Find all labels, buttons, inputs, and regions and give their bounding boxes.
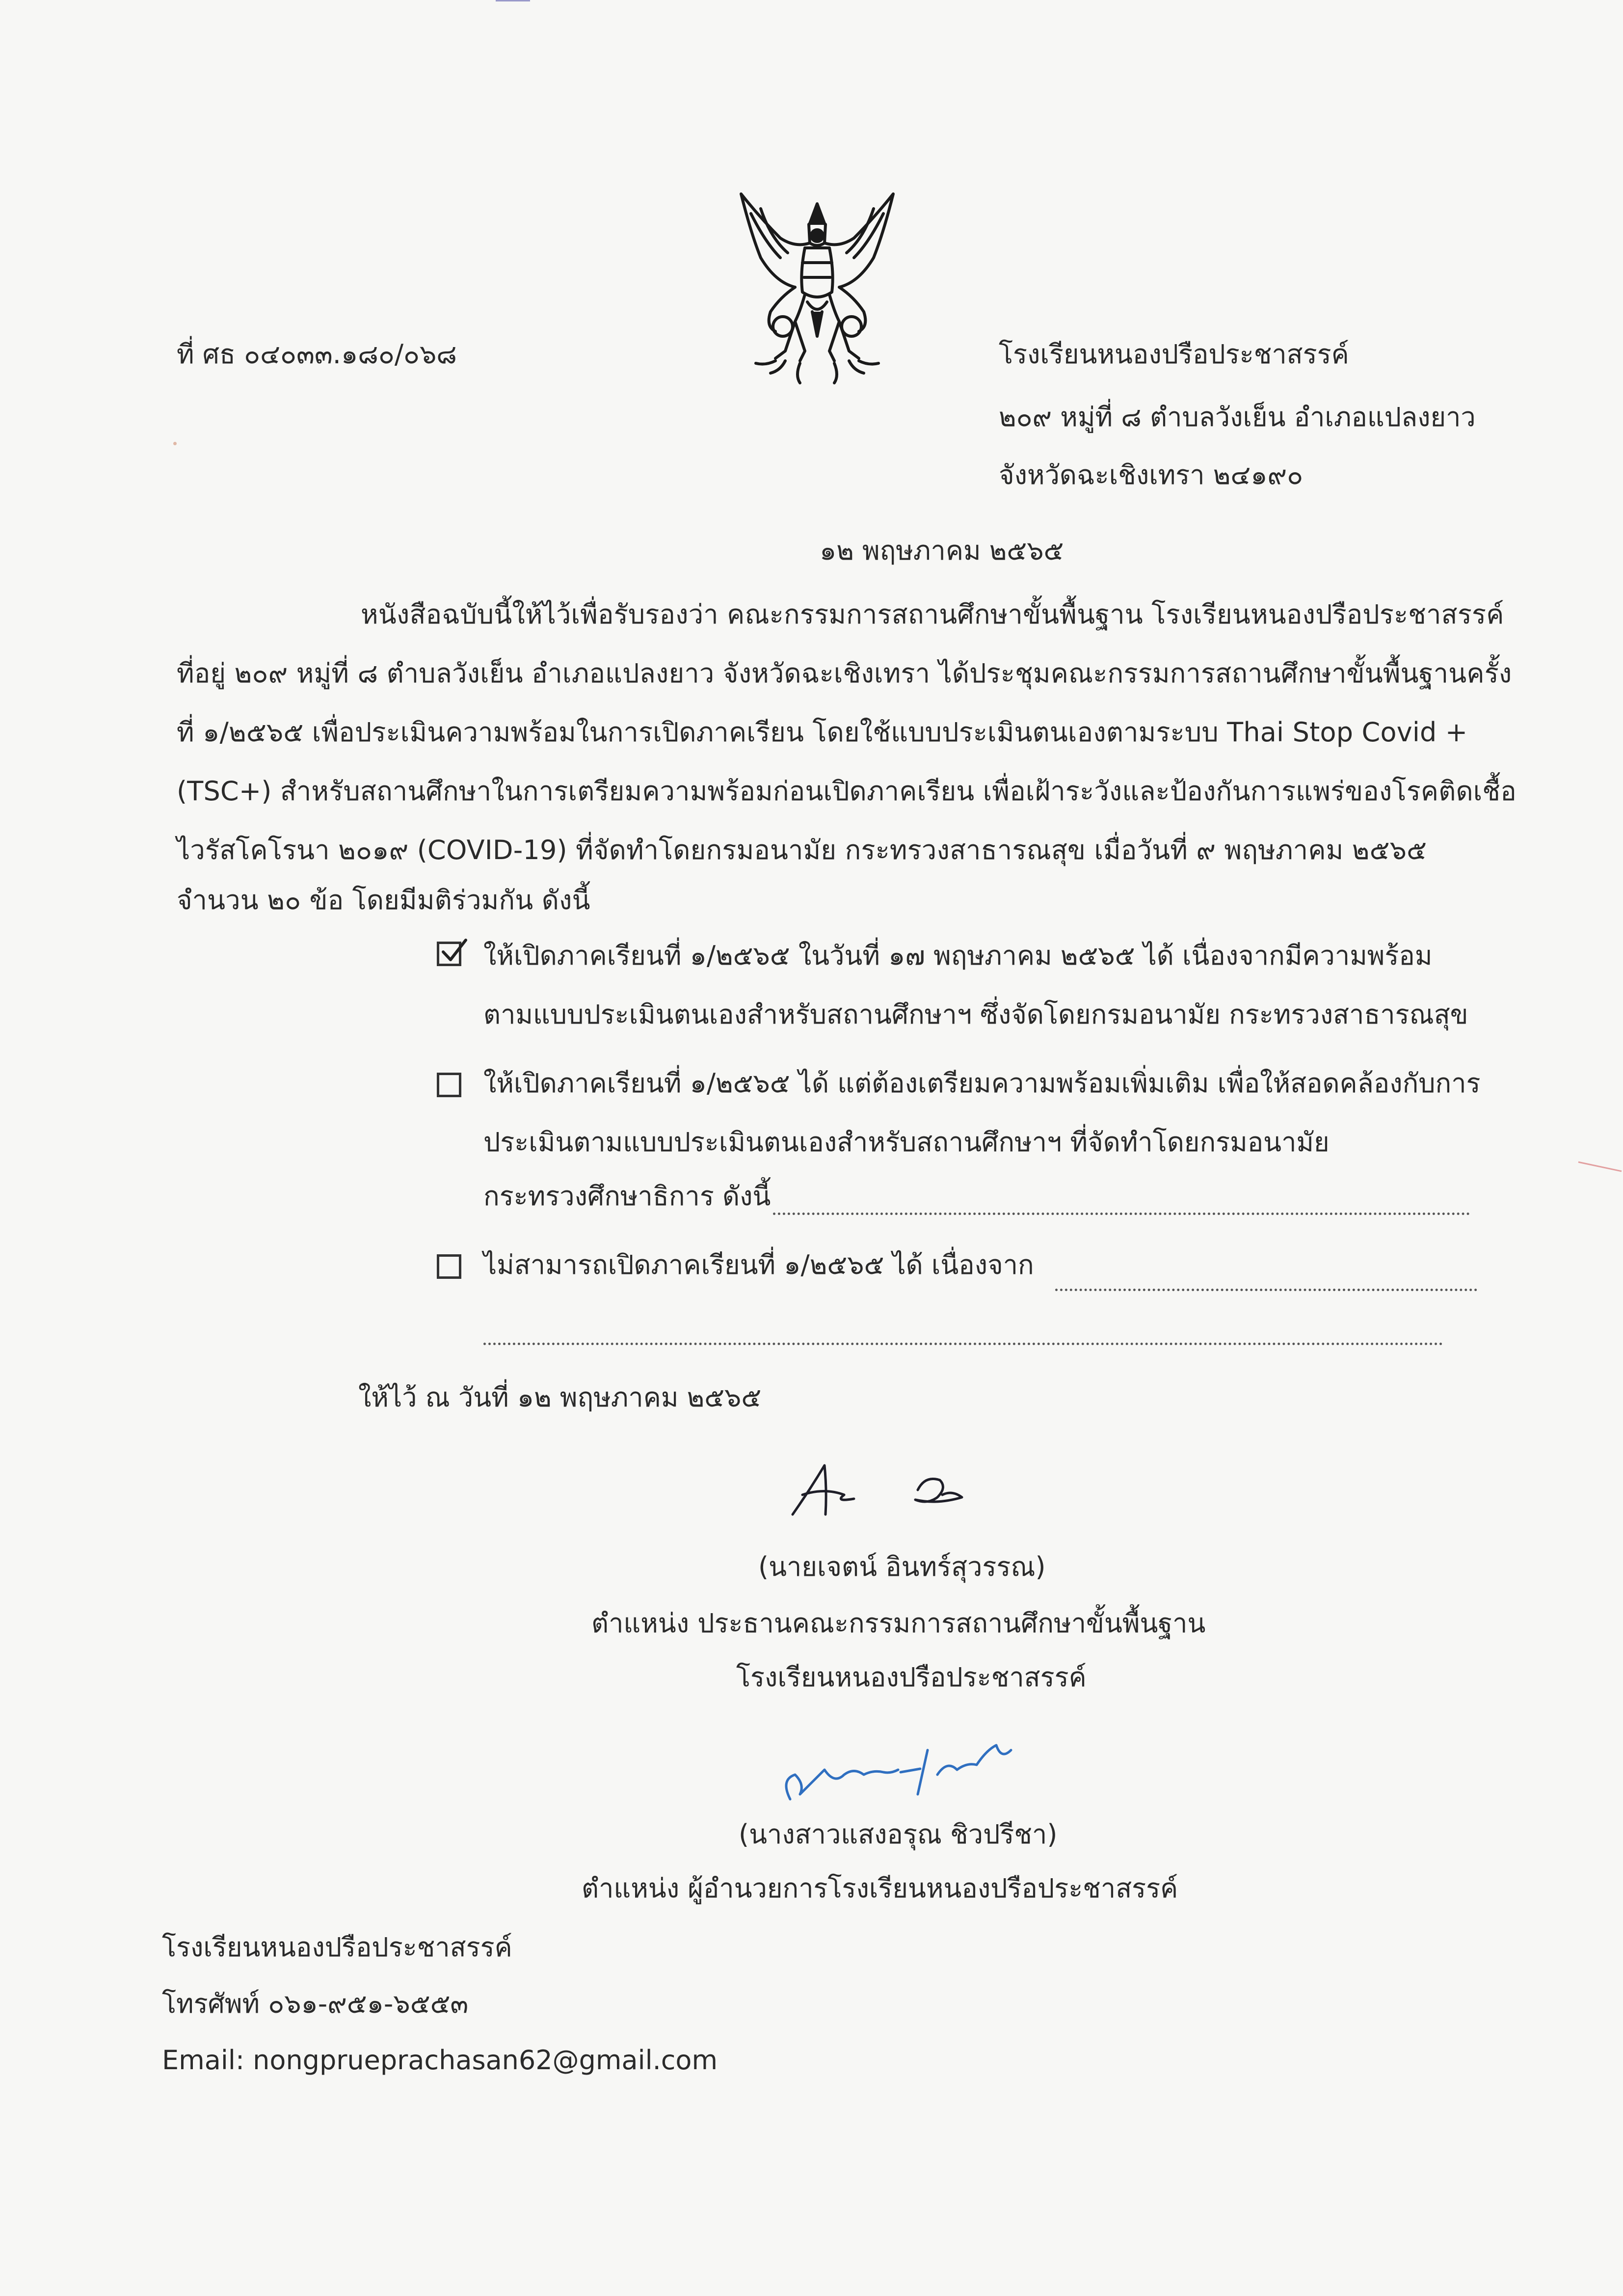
footer-phone: โทรศัพท์ ๐๖๑-๙๕๑-๖๕๕๓ <box>162 1988 469 2019</box>
option-2-fill-line[interactable] <box>773 1213 1470 1215</box>
option-3-fill-line[interactable] <box>1055 1289 1477 1291</box>
footer-school: โรงเรียนหนองปรือประชาสรรค์ <box>162 1932 512 1963</box>
scan-stroke <box>1578 1162 1622 1172</box>
option-2-line: ประเมินตามแบบประเมินตนเองสำหรับสถานศึกษาฯ ที่จัดทำโดยกรมอนามัย <box>483 1127 1330 1158</box>
option-2-line: กระทรวงศึกษาธิการ ดังนี้ <box>483 1181 771 1212</box>
reference-number: ที่ ศธ ๐๔๐๓๓.๑๘๐/๐๖๘ <box>177 339 457 370</box>
scan-mark <box>496 0 530 6</box>
check-icon <box>438 937 468 967</box>
garuda-emblem-icon <box>721 189 913 395</box>
signer1-position: ตำแหน่ง ประธานคณะกรรมการสถานศึกษาขั้นพื้นฐาน <box>591 1608 1206 1639</box>
school-name: โรงเรียนหนองปรือประชาสรรค์ <box>999 339 1349 370</box>
option-1-checkbox[interactable] <box>437 942 461 966</box>
option-3-checkbox[interactable] <box>437 1254 461 1279</box>
body-line: (TSC+) สำหรับสถานศึกษาในการเตรียมความพร้อมก่อนเปิดภาคเรียน เพื่อเฝ้าระวังและป้องกันการแพร่ของโรคติดเชื้อ <box>177 776 1517 807</box>
body-line: จำนวน ๒๐ ข้อ โดยมีมติร่วมกัน ดังนี้ <box>177 885 590 916</box>
signer2-name: (นางสาวแสงอรุณ ชิวปรีชา) <box>739 1819 1058 1850</box>
letter-date: ๑๒ พฤษภาคม ๒๕๖๕ <box>820 535 1064 566</box>
option-1-line: ให้เปิดภาคเรียนที่ ๑/๒๕๖๕ ในวันที่ ๑๗ พฤษภาคม ๒๕๖๕ ได้ เนื่องจากมีความพร้อม <box>483 940 1433 971</box>
option-2-line: ให้เปิดภาคเรียนที่ ๑/๒๕๖๕ ได้ แต่ต้องเตรียมความพร้อมเพิ่มเติม เพื่อให้สอดคล้องกับการ <box>483 1068 1481 1099</box>
option-3-fill-line[interactable] <box>483 1343 1443 1345</box>
signature-chairman <box>790 1460 1001 1524</box>
body-line: ที่อยู่ ๒๐๙ หมู่ที่ ๘ ตำบลวังเย็น อำเภอแปลงยาว จังหวัดฉะเชิงเทรา ได้ประชุมคณะกรรมการสถานศึกษาขั้นพื้นฐานครั้ง <box>177 658 1512 689</box>
body-line: ที่ ๑/๒๕๖๕ เพื่อประเมินความพร้อมในการเปิดภาคเรียน โดยใช้แบบประเมินตนเองตามระบบ Thai Stop Covid + <box>177 717 1468 748</box>
option-1-line: ตามแบบประเมินตนเองสำหรับสถานศึกษาฯ ซึ่งจัดโดยกรมอนามัย กระทรวงสาธารณสุข <box>483 999 1468 1030</box>
given-date: ให้ไว้ ณ วันที่ ๑๒ พฤษภาคม ๒๕๖๕ <box>358 1382 762 1413</box>
school-address-line2: จังหวัดฉะเชิงเทรา ๒๔๑๙๐ <box>999 459 1304 490</box>
signature-director <box>780 1721 1016 1809</box>
option-2-checkbox[interactable] <box>437 1073 461 1097</box>
scan-speck <box>173 442 177 445</box>
option-3-line: ไม่สามารถเปิดภาคเรียนที่ ๑/๒๕๖๕ ได้ เนื่องจาก <box>483 1249 1034 1280</box>
body-line: ไวรัสโคโรนา ๒๐๑๙ (COVID-19) ที่จัดทำโดยกรมอนามัย กระทรวงสาธารณสุข เมื่อวันที่ ๙ พฤษภาคม ๒๕๖๕ <box>177 835 1427 865</box>
signer1-name: (นายเจตน์ อินทร์สุวรรณ) <box>758 1551 1046 1582</box>
signer1-org: โรงเรียนหนองปรือประชาสรรค์ <box>736 1662 1087 1693</box>
school-address-line1: ๒๐๙ หมู่ที่ ๘ ตำบลวังเย็น อำเภอแปลงยาว <box>999 402 1476 432</box>
body-line: หนังสือฉบับนี้ให้ไว้เพื่อรับรองว่า คณะกรรมการสถานศึกษาขั้นพื้นฐาน โรงเรียนหนองปรือประชาสรรค์ <box>361 599 1504 630</box>
footer-email[interactable]: Email: nongprueprachasan62@gmail.com <box>162 2045 718 2076</box>
signer2-position: ตำแหน่ง ผู้อำนวยการโรงเรียนหนองปรือประชาสรรค์ <box>582 1873 1178 1904</box>
